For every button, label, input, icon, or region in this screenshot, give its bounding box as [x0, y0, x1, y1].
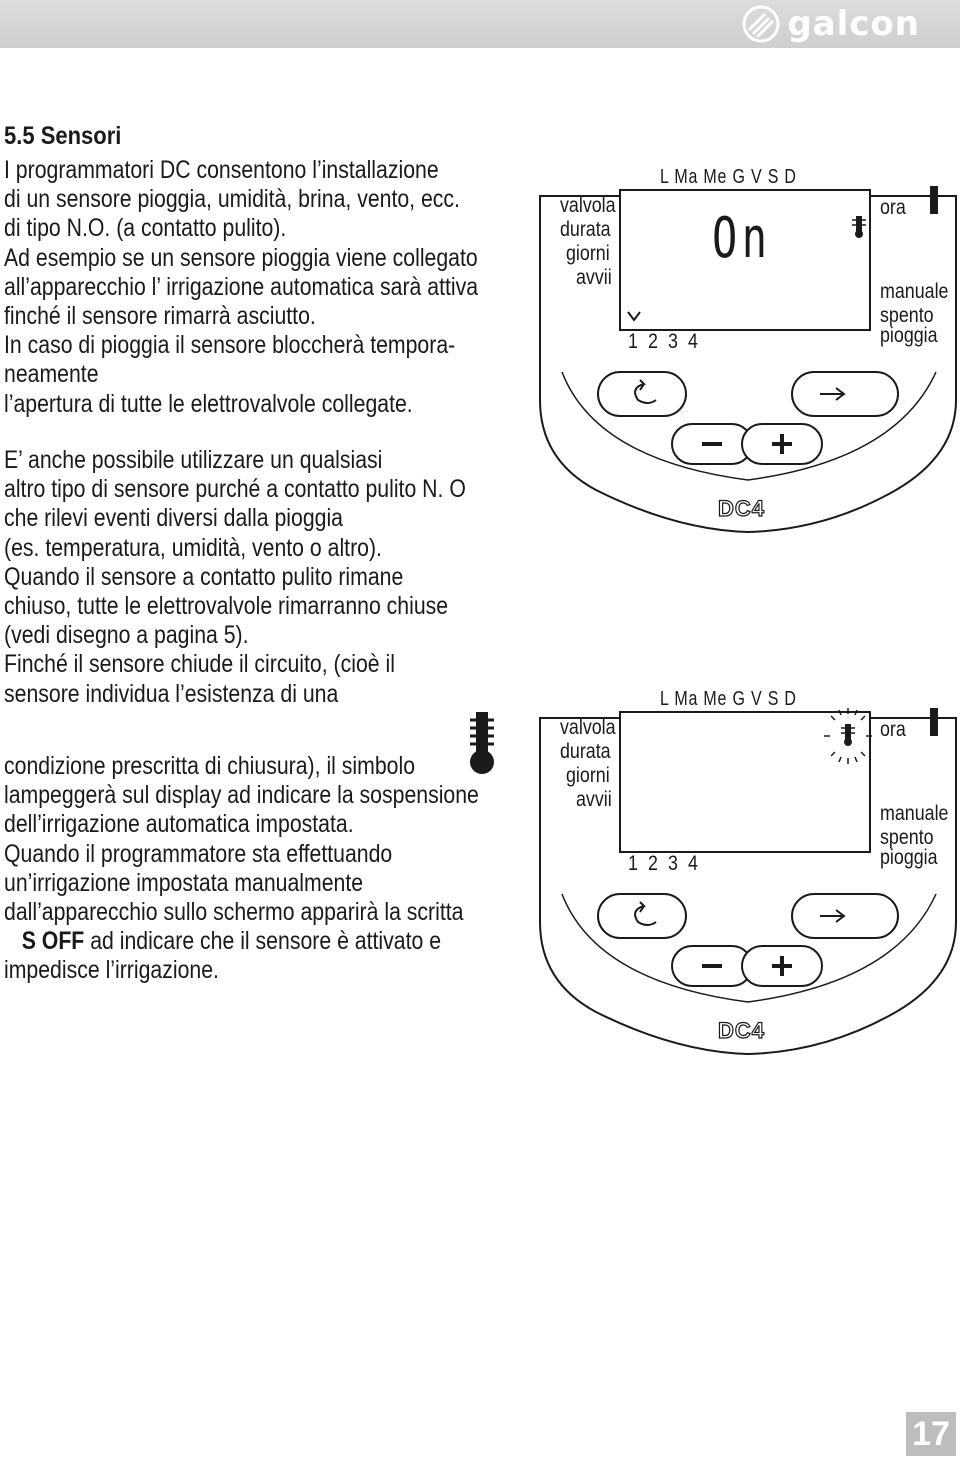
paragraph-3: [4, 752, 514, 986]
text-line: Quando il programmatore sta effettuando: [4, 839, 393, 868]
section-title: 5.5 Sensori: [4, 122, 122, 150]
text-line: [4, 927, 514, 956]
controller-illustration-on: [536, 160, 960, 540]
text-line: neamente: [4, 360, 99, 389]
weekday-labels: L Ma Me G V S D: [660, 166, 797, 188]
text-line: sensore individua l’esistenza di una: [4, 679, 339, 708]
controller-illustration-flashing: [536, 682, 960, 1062]
text-line: di tipo N.O. (a contatto pulito).: [4, 214, 287, 243]
brand-name: galcon: [787, 4, 920, 44]
label-avvii: avvii: [576, 266, 612, 289]
label-giorni: giorni: [566, 242, 610, 265]
text-line: condizione prescritta di chiusura), il simbolo: [4, 752, 416, 780]
text-line: Quando il sensore a contatto pulito rimane: [4, 562, 404, 591]
text-line: di un sensore pioggia, umidità, brina, vento, ecc.: [4, 185, 460, 214]
label-ora: ora: [880, 196, 906, 219]
text-line: Finché il sensore chiude il circuito, (cioè il: [4, 650, 395, 679]
text-line: (vedi disegno a pagina 5).: [4, 621, 249, 650]
label-manuale: manuale: [880, 280, 949, 303]
label-valvola: valvola: [560, 716, 616, 739]
text-line: dall’apparecchio sullo schermo apparirà la scritta: [4, 898, 464, 927]
valve-numbers: 1 2 3 4: [628, 330, 701, 353]
text-line: Ad esempio se un sensore pioggia viene collegato: [4, 243, 478, 272]
text-line: I programmatori DC consentono l’installazione: [4, 156, 439, 184]
logo-mark-icon: [741, 4, 781, 44]
text-line: impedisce l’irrigazione.: [4, 956, 219, 985]
text-line: dell’irrigazione automatica impostata.: [4, 810, 354, 839]
text-line: che rilevi eventi diversi dalla pioggia: [4, 504, 344, 533]
text-line: (es. temperatura, umidità, vento o altro).: [4, 533, 382, 562]
text-line: lampeggerà sul display ad indicare la sospensione: [4, 781, 479, 810]
header-bar: [0, 0, 960, 48]
text-line: chiuso, tutte le elettrovalvole rimarranno chiuse: [4, 592, 449, 621]
model-label: DC4: [718, 1018, 766, 1043]
label-manuale: manuale: [880, 802, 949, 825]
label-pioggia: pioggia: [880, 846, 938, 869]
text-line: In caso di pioggia il sensore bloccherà tempora-: [4, 331, 456, 360]
weekday-labels: L Ma Me G V S D: [660, 688, 797, 710]
label-durata: durata: [560, 740, 611, 763]
label-avvii: avvii: [576, 788, 612, 811]
text-line: E’ anche possibile utilizzare un qualsiasi: [4, 446, 383, 474]
paragraph-2: [4, 446, 514, 709]
text-line: altro tipo di sensore purché a contatto pulito N. O: [4, 475, 466, 504]
text-line: l’apertura di tutte le elettrovalvole collegate.: [4, 389, 413, 418]
s-off-label: S OFF: [21, 927, 85, 956]
valve-numbers: 1 2 3 4: [628, 852, 701, 875]
brand-logo: [741, 4, 920, 44]
label-valvola: valvola: [560, 194, 616, 217]
label-ora: ora: [880, 718, 906, 741]
model-label: DC4: [718, 496, 766, 521]
page-number: 17: [906, 1412, 956, 1456]
label-spento: spento: [880, 826, 934, 849]
paragraph-1: [4, 156, 514, 419]
s-off-rest: ad indicare che il sensore è attivato e: [84, 927, 442, 956]
label-pioggia: pioggia: [880, 324, 938, 347]
label-giorni: giorni: [566, 764, 610, 787]
lcd-display-text: On: [712, 206, 772, 271]
text-line: all’apparecchio l’ irrigazione automatica sarà attiva: [4, 272, 479, 301]
label-durata: durata: [560, 218, 611, 241]
text-line: un’irrigazione impostata manualmente: [4, 868, 364, 897]
text-line: finché il sensore rimarrà asciutto.: [4, 302, 316, 331]
label-spento: spento: [880, 304, 934, 327]
